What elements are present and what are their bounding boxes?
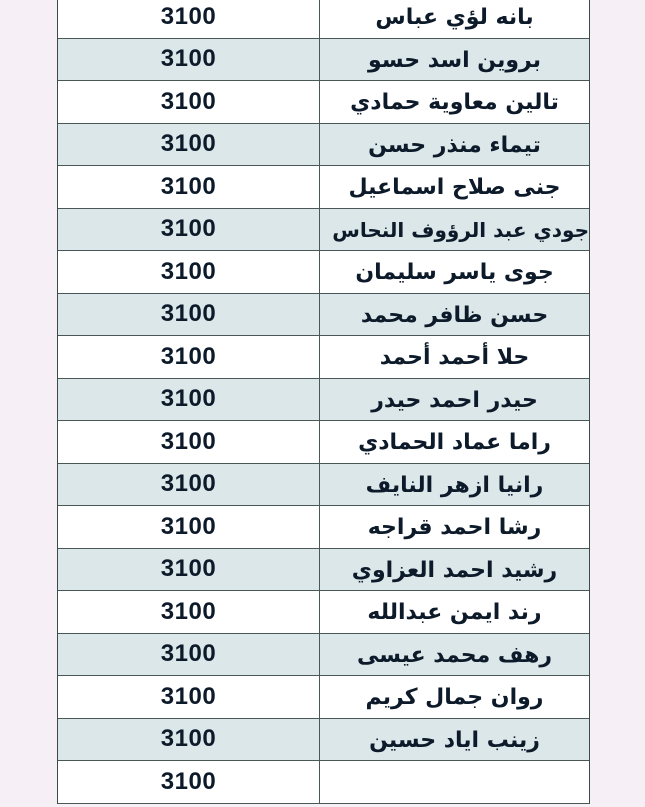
- amount-cell: 3100: [58, 0, 320, 38]
- table-row: [58, 166, 589, 209]
- amount-cell: 3100: [58, 39, 320, 81]
- table-row: [58, 294, 589, 337]
- table-row: [58, 719, 589, 762]
- table-row: [58, 39, 589, 82]
- name-cell: تالين معاوية حمادي: [350, 90, 559, 116]
- name-cell: راما عماد الحمادي: [358, 430, 551, 456]
- table-row: [58, 124, 589, 167]
- amount-cell: 3100: [58, 761, 320, 803]
- name-cell: حسن ظافر محمد: [360, 302, 549, 328]
- name-cell: رانيا ازهر النايف: [365, 472, 544, 498]
- amount-cell: 3100: [58, 294, 320, 336]
- table-row: [58, 634, 589, 677]
- name-cell: بروين اسد حسو: [368, 47, 541, 73]
- name-cell: رهف محمد عيسى: [356, 642, 553, 668]
- amount-cell: 3100: [58, 591, 320, 633]
- name-cell: جودي عبد الرؤوف النحاس: [332, 218, 589, 243]
- name-cell: حلا أحمد أحمد: [379, 345, 530, 371]
- name-cell: [320, 761, 589, 803]
- name-cell: تيماء منذر حسن: [368, 132, 541, 158]
- amount-cell: 3100: [58, 81, 320, 123]
- amount-cell: 3100: [58, 506, 320, 548]
- name-cell: بانه لؤي عباس: [375, 5, 534, 31]
- name-cell: جنى صلاح اسماعيل: [348, 175, 561, 201]
- payments-table: [57, 0, 590, 804]
- table-row: [58, 506, 589, 549]
- amount-cell: 3100: [58, 379, 320, 421]
- table-row: [58, 379, 589, 422]
- name-cell: جوى ياسر سليمان: [355, 260, 554, 286]
- table-row: [58, 251, 589, 294]
- amount-cell: 3100: [58, 251, 320, 293]
- table-row: [58, 761, 589, 804]
- amount-cell: 3100: [58, 209, 320, 251]
- name-cell: رشيد احمد العزاوي: [351, 557, 558, 583]
- table-row: [58, 0, 589, 39]
- name-cell: روان جمال كريم: [365, 685, 544, 711]
- amount-cell: 3100: [58, 124, 320, 166]
- amount-cell: 3100: [58, 634, 320, 676]
- table-row: [58, 591, 589, 634]
- name-cell: حيدر احمد حيدر: [371, 387, 538, 413]
- table-row: [58, 209, 589, 252]
- table-row: [58, 676, 589, 719]
- amount-cell: 3100: [58, 421, 320, 463]
- table-row: [58, 421, 589, 464]
- amount-cell: 3100: [58, 336, 320, 378]
- table-row: [58, 549, 589, 592]
- table-row: [58, 81, 589, 124]
- amount-cell: 3100: [58, 464, 320, 506]
- table-row: [58, 336, 589, 379]
- amount-cell: 3100: [58, 549, 320, 591]
- amount-cell: 3100: [58, 719, 320, 761]
- amount-cell: 3100: [58, 676, 320, 718]
- name-cell: رند ايمن عبدالله: [367, 600, 542, 626]
- name-cell: رشا احمد قراجه: [367, 515, 542, 541]
- table-row: [58, 464, 589, 507]
- name-cell: زينب اياد حسين: [369, 727, 540, 753]
- amount-cell: 3100: [58, 166, 320, 208]
